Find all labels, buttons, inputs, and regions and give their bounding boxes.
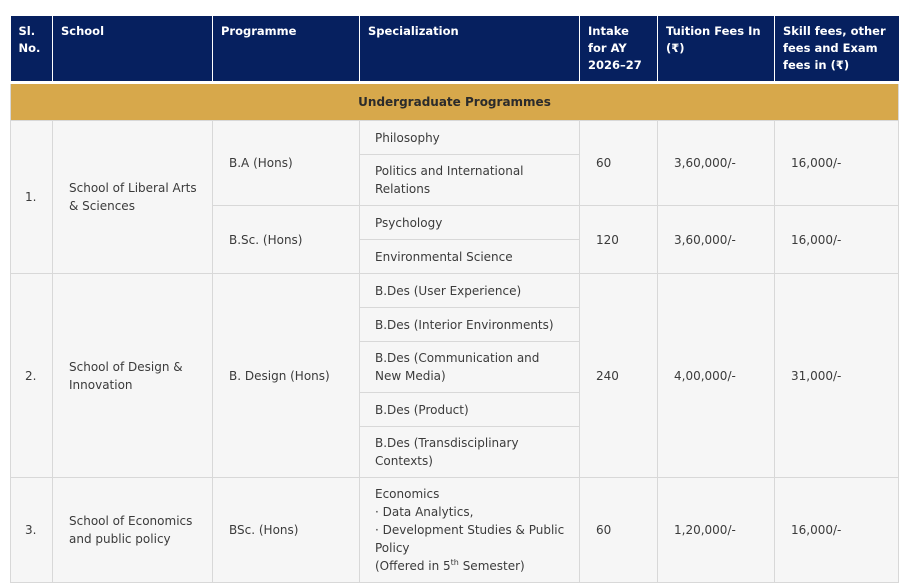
specialization: B.Des (User Experience) xyxy=(360,274,580,308)
school-name: School of Design & Innovation xyxy=(53,274,213,478)
specialization: B.Des (Transdisciplinary Contexts) xyxy=(360,427,580,478)
specialization: Environmental Science xyxy=(360,240,580,274)
intake: 240 xyxy=(580,274,658,478)
school-name: School of Economics and public policy xyxy=(53,478,213,583)
spec-line: · Data Analytics, xyxy=(375,505,474,519)
header-specialization: Specialization xyxy=(360,16,580,83)
specialization: Politics and International Relations xyxy=(360,155,580,206)
tuition-fee: 3,60,000/- xyxy=(658,121,775,206)
spec-offered-post: Semester) xyxy=(458,559,525,573)
spec-line: Economics xyxy=(375,487,440,501)
intake: 60 xyxy=(580,121,658,206)
sl-no: 2. xyxy=(11,274,53,478)
skill-fee: 16,000/- xyxy=(775,206,899,274)
sl-no: 3. xyxy=(11,478,53,583)
table-row xyxy=(11,478,899,583)
school-name: School of Liberal Arts & Sciences xyxy=(53,121,213,274)
tuition-fee: 1,20,000/- xyxy=(658,478,775,583)
spec-line: · Development Studies & Public Policy xyxy=(375,523,565,555)
intake: 120 xyxy=(580,206,658,274)
specialization: B.Des (Communication and New Media) xyxy=(360,342,580,393)
header-skill-fees: Skill fees, other fees and Exam fees in (₹) xyxy=(775,16,899,83)
specialization: Psychology xyxy=(360,206,580,240)
header-sl: Sl. No. xyxy=(11,16,53,83)
tuition-fee: 3,60,000/- xyxy=(658,206,775,274)
programme-name: B. Design (Hons) xyxy=(213,274,360,478)
intake: 60 xyxy=(580,478,658,583)
table-row xyxy=(11,121,899,155)
spec-offered-pre: (Offered in 5 xyxy=(375,559,451,573)
table-row xyxy=(11,274,899,308)
specialization xyxy=(360,478,580,583)
specialization: Philosophy xyxy=(360,121,580,155)
programme-name: BSc. (Hons) xyxy=(213,478,360,583)
spec-offered-note xyxy=(375,557,567,575)
spec-offered-sup: th xyxy=(450,558,459,567)
specialization: B.Des (Product) xyxy=(360,393,580,427)
header-tuition: Tuition Fees In (₹) xyxy=(658,16,775,83)
category-row xyxy=(11,83,899,121)
sl-no: 1. xyxy=(11,121,53,274)
header-school: School xyxy=(53,16,213,83)
skill-fee: 16,000/- xyxy=(775,478,899,583)
category-label: Undergraduate Programmes xyxy=(11,83,899,121)
fees-table xyxy=(10,16,899,583)
skill-fee: 31,000/- xyxy=(775,274,899,478)
programme-name: B.Sc. (Hons) xyxy=(213,206,360,274)
skill-fee: 16,000/- xyxy=(775,121,899,206)
programme-name: B.A (Hons) xyxy=(213,121,360,206)
header-row xyxy=(11,16,899,83)
header-programme: Programme xyxy=(213,16,360,83)
tuition-fee: 4,00,000/- xyxy=(658,274,775,478)
specialization: B.Des (Interior Environments) xyxy=(360,308,580,342)
header-intake: Intake for AY 2026–27 xyxy=(580,16,658,83)
